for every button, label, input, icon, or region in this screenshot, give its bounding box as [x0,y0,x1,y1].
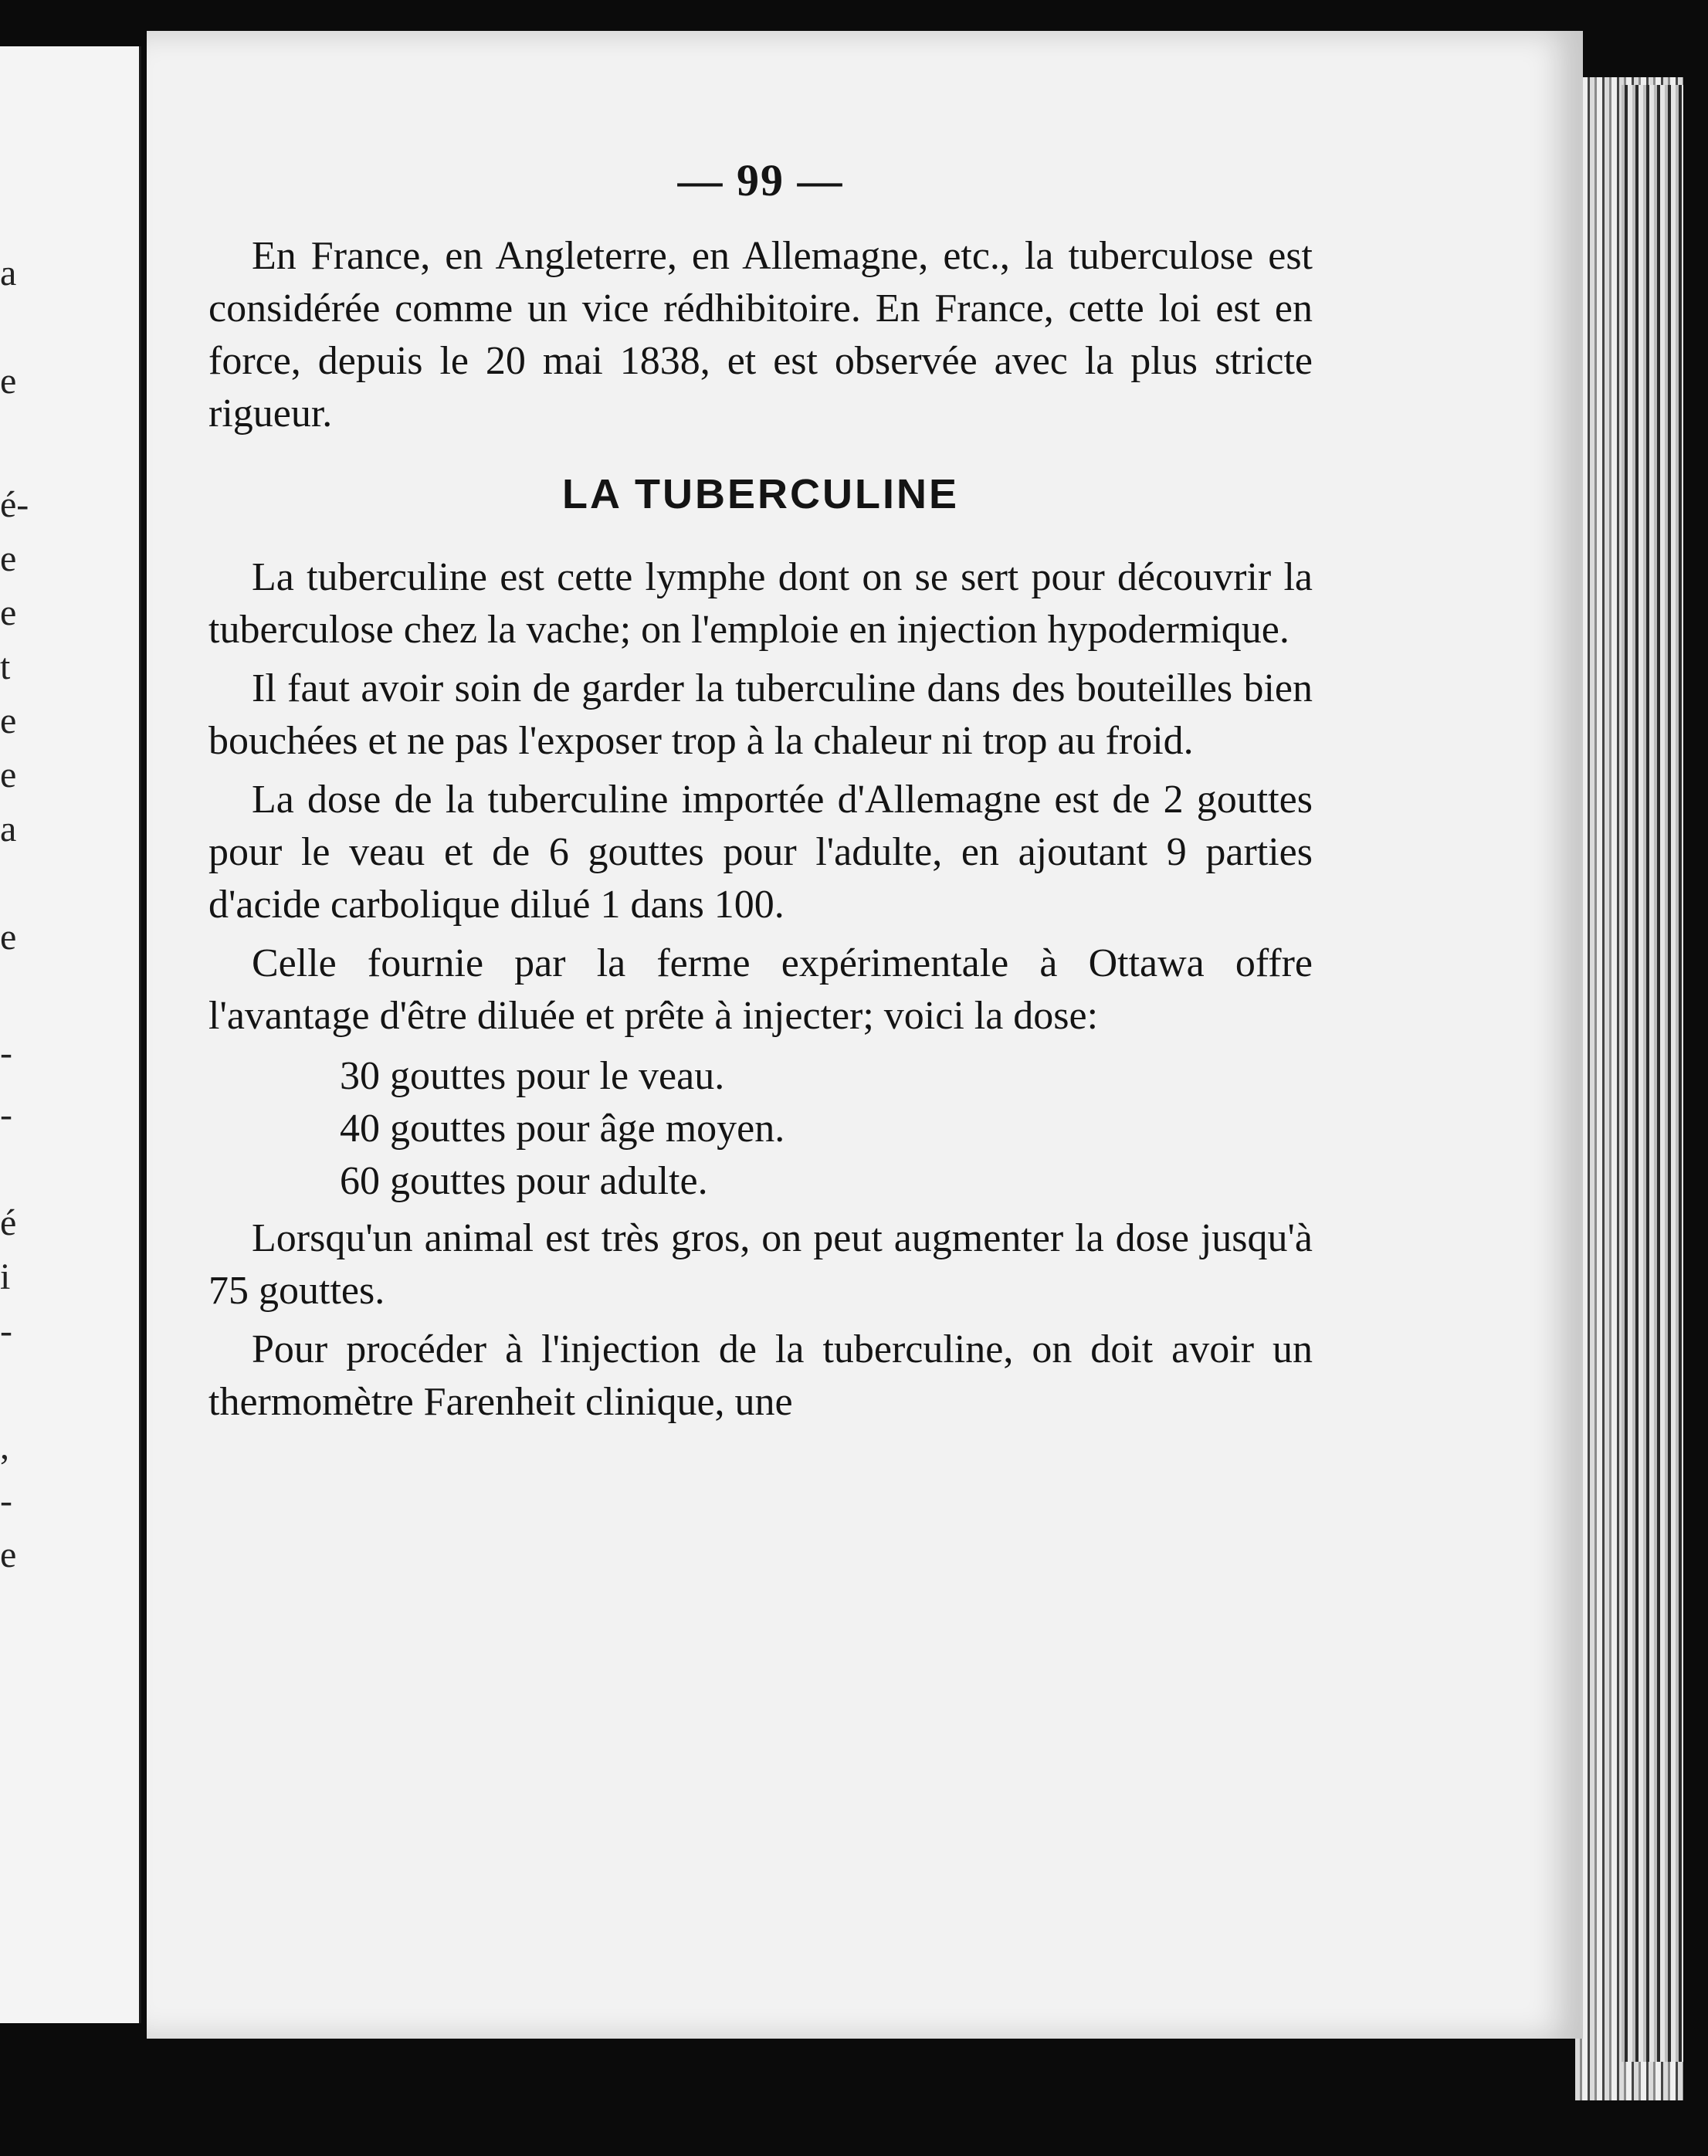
list-item: 40 gouttes pour âge moyen. [340,1107,785,1151]
facing-page [0,46,141,2023]
facing-page-fragment: t [0,646,11,687]
facing-page-fragment: é [0,1202,17,1243]
facing-page-fragment: - [0,1094,12,1135]
facing-page-fragment: é- [0,484,29,525]
facing-page-fragment: e [0,592,17,633]
paragraph: En France, en Angleterre, en Allemagne, etc., la tuberculose est considérée comme un vice rédhibitoire. En France, cette loi est en force, depuis le 20 mai 1838, et est observée avec la plus stricte rigueur. [208,234,1313,436]
facing-page-fragment: a [0,253,17,293]
paragraph: Lorsqu'un animal est très gros, on peut augmenter la dose jusqu'à 75 gouttes. [208,1216,1313,1313]
facing-page-fragment: - [0,1032,12,1073]
facing-page-fragment: , [0,1426,9,1467]
facing-page-fragment: i [0,1256,11,1297]
facing-page-fragment: - [0,1480,12,1521]
paragraph: La dose de la tuberculine importée d'Allemagne est de 2 gouttes pour le veau et de 6 gouttes pour l'adulte, en ajoutant 9 parties d'acide carbolique dilué 1 dans 100. [208,778,1313,927]
paragraph: Pour procéder à l'injection de la tuberculine, on doit avoir un thermomètre Farenheit clinique, une [208,1327,1313,1424]
list-item: 30 gouttes pour le veau. [340,1054,725,1098]
section-heading: LA TUBERCULINE [562,471,959,517]
page-content [208,154,1313,1429]
facing-page-fragment: - [0,1310,12,1351]
facing-page-fragment: e [0,361,17,402]
paragraph: Celle fournie par la ferme expérimentale à Ottawa offre l'avantage d'être diluée et prête à injecter; voici la dose: [208,941,1313,1038]
dose-list [340,1050,1313,1208]
facing-page-fragment: e [0,917,17,958]
facing-page-fragment: e [0,700,17,741]
list-item: 60 gouttes pour adulte. [340,1159,708,1203]
page-number: — 99 — [677,155,844,205]
facing-page-fragment: e [0,1534,17,1575]
facing-page-fragment: e [0,754,17,795]
paragraph: La tuberculine est cette lymphe dont on se sert pour découvrir la tuberculose chez la vache; on l'emploie en injection hypodermique. [208,555,1313,652]
facing-page-fragment: a [0,808,17,849]
paragraph: Il faut avoir soin de garder la tuberculine dans des bouteilles bien bouchées et ne pas l'exposer trop à la chaleur ni trop au froid. [208,666,1313,763]
page-edges-outer [1622,85,1683,2062]
facing-page-fragment: e [0,538,17,579]
